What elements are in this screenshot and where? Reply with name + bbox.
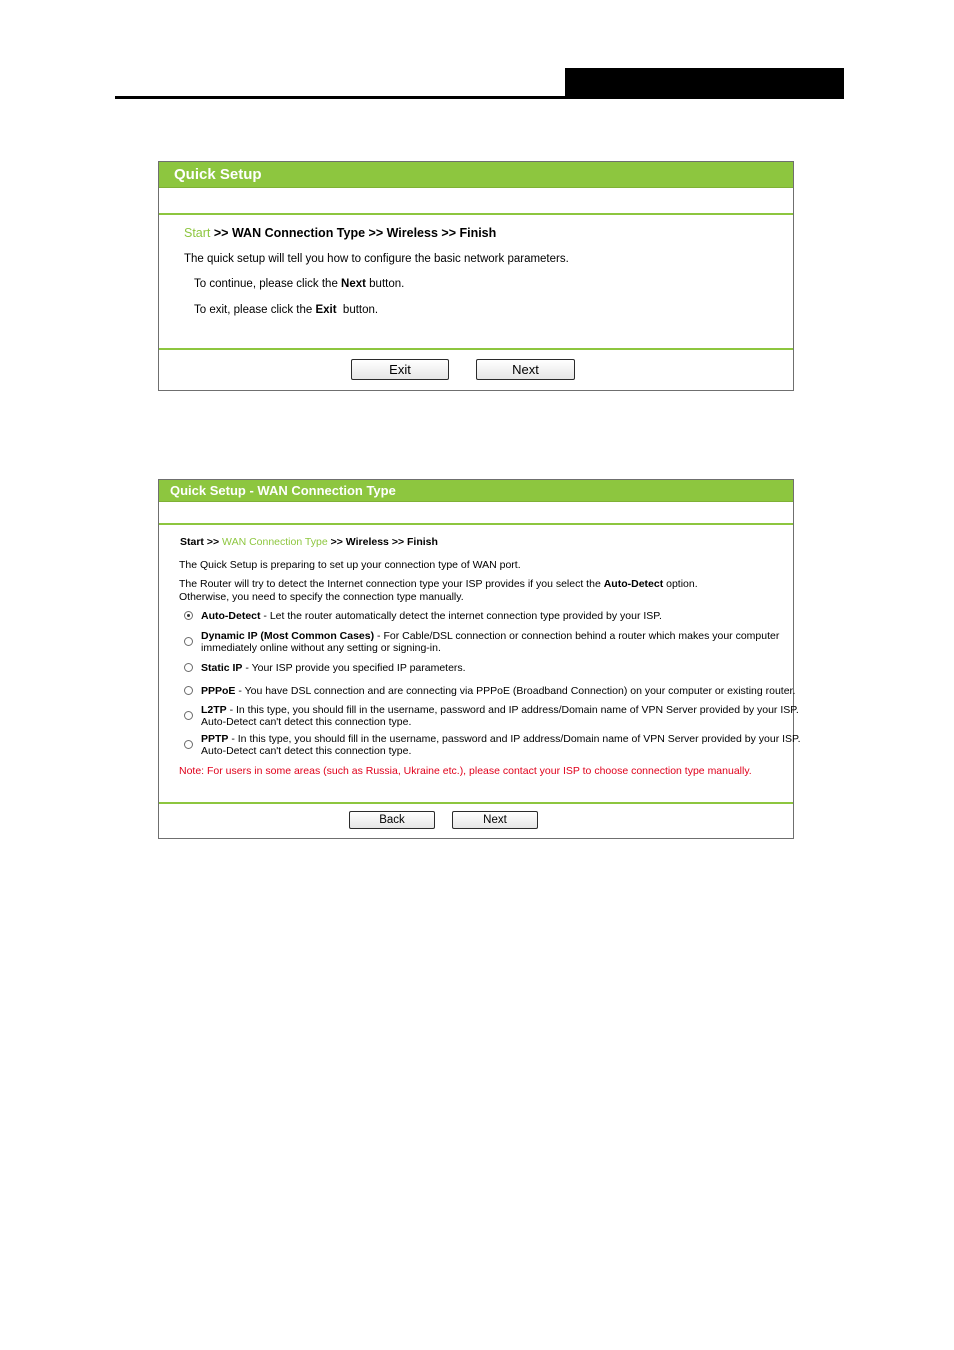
option-desc-line2: immediately online without any setting or signing-in. xyxy=(201,642,441,654)
breadcrumb-separator: >> xyxy=(437,226,460,240)
radio-l2tp[interactable] xyxy=(184,711,193,720)
wan-connection-type-panel xyxy=(158,479,801,839)
breadcrumb-start: Start xyxy=(180,536,204,548)
breadcrumb-finish: Finish xyxy=(459,226,497,240)
exit-instruction xyxy=(194,304,378,316)
breadcrumb-wan: WAN Connection Type xyxy=(231,226,366,240)
option-name: Static IP xyxy=(201,662,243,674)
panel-title: Quick Setup - WAN Connection Type xyxy=(159,480,793,502)
page-header-rule xyxy=(115,96,844,99)
continue-next-word: Next xyxy=(341,278,366,290)
breadcrumb-wireless: Wireless xyxy=(345,536,389,548)
continue-text: To continue, please click the xyxy=(194,278,342,290)
intro-text: The quick setup will tell you how to configure the basic network parameters. xyxy=(184,253,569,265)
option-name: Auto-Detect xyxy=(201,610,261,622)
breadcrumb-separator: >> xyxy=(388,536,408,548)
option-pppoe xyxy=(201,685,795,697)
option-name: PPTP xyxy=(201,733,229,745)
manual-text: Otherwise, you need to specify the connection type manually. xyxy=(179,591,464,603)
option-desc: - In this type, you should fill in the username, password and IP address/Domain name of VPN Server provided by your ISP. xyxy=(228,733,801,745)
option-desc-line2: Auto-Detect can't detect this connection type. xyxy=(201,745,412,757)
panel-subheader xyxy=(159,188,793,215)
breadcrumb-separator: >> xyxy=(365,226,387,240)
breadcrumb-separator: >> xyxy=(203,536,223,548)
note-text: Note: For users in some areas (such as Russia, Ukraine etc.), please contact your ISP to choose connection type manually. xyxy=(179,765,752,777)
option-desc: - In this type, you should fill in the username, password and IP address/Domain name of VPN Server provided by your ISP. xyxy=(226,704,799,716)
breadcrumb-separator: >> xyxy=(210,226,232,240)
detect-text-start: The Router will try to detect the Internet connection type your ISP provides if you select the xyxy=(179,578,604,590)
option-name: L2TP xyxy=(201,704,227,716)
intro-text: The Quick Setup is preparing to set up your connection type of WAN port. xyxy=(179,559,521,571)
breadcrumb-finish: Finish xyxy=(407,536,438,548)
back-button[interactable]: Back xyxy=(349,811,435,829)
detect-text xyxy=(179,578,698,590)
radio-auto-detect[interactable] xyxy=(184,611,193,620)
exit-button[interactable]: Exit xyxy=(351,359,449,380)
option-l2tp xyxy=(201,704,799,716)
panel-subheader xyxy=(159,502,793,525)
option-name: PPPoE xyxy=(201,685,236,697)
exit-exit-word: Exit xyxy=(315,304,337,316)
detect-auto-word: Auto-Detect xyxy=(603,578,664,590)
option-desc: - For Cable/DSL connection or connection behind a router which makes your computer xyxy=(374,630,780,642)
radio-pppoe[interactable] xyxy=(184,686,193,695)
breadcrumb-wireless: Wireless xyxy=(386,226,438,240)
continue-instruction xyxy=(194,278,404,290)
breadcrumb-separator: >> xyxy=(327,536,346,548)
page-header-block xyxy=(565,68,844,99)
option-static-ip xyxy=(201,662,466,674)
radio-static-ip[interactable] xyxy=(184,663,193,672)
option-desc: - Your ISP provide you specified IP parameters. xyxy=(242,662,466,674)
panel-footer xyxy=(159,802,793,838)
next-button[interactable]: Next xyxy=(476,359,575,380)
next-button[interactable]: Next xyxy=(452,811,538,829)
option-desc: - Let the router automatically detect the internet connection type provided by your ISP. xyxy=(260,610,662,622)
breadcrumb xyxy=(180,536,438,548)
breadcrumb-wan: WAN Connection Type xyxy=(222,536,328,548)
exit-text-end: button. xyxy=(336,304,379,316)
option-pptp xyxy=(201,733,801,745)
breadcrumb-start: Start xyxy=(184,226,211,240)
option-auto-detect xyxy=(201,610,662,622)
option-name: Dynamic IP (Most Common Cases) xyxy=(201,630,375,642)
panel-footer xyxy=(159,348,793,390)
panel-title: Quick Setup xyxy=(159,162,793,188)
continue-text-end: button. xyxy=(365,278,405,290)
breadcrumb xyxy=(184,226,496,240)
quick-setup-panel xyxy=(158,161,794,391)
radio-pptp[interactable] xyxy=(184,740,193,749)
detect-text-end: option. xyxy=(663,578,698,590)
exit-text: To exit, please click the xyxy=(194,304,316,316)
option-desc: - You have DSL connection and are connecting via PPPoE (Broadband Connection) on your computer or existing router. xyxy=(235,685,796,697)
option-dynamic-ip xyxy=(201,630,779,642)
option-desc-line2: Auto-Detect can't detect this connection type. xyxy=(201,716,412,728)
radio-dynamic-ip[interactable] xyxy=(184,637,193,646)
